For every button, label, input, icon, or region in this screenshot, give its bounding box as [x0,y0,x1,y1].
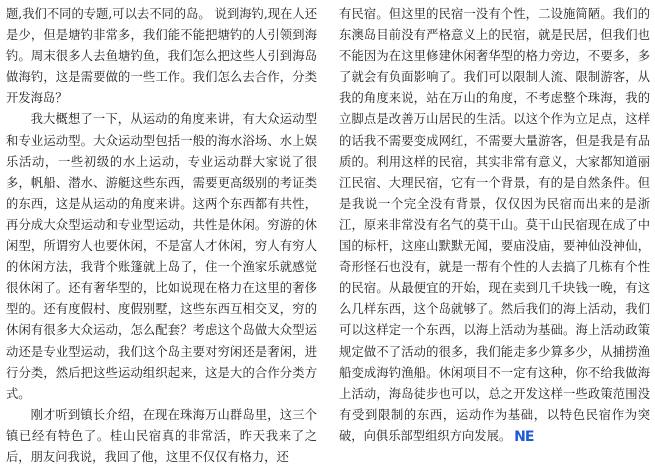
right-column [339,4,650,464]
end-mark-logo: NE [514,428,534,445]
paragraph-text: 有民宿。但这里的民宿一没有个性，二设施简陋。我们的东澳岛目前没有严格意义上的民宿，就是民居，但我们也不能因为在这里修建休闲奢华型的格力旁边，不要多，多了就会有负面影响了。我们可以限制人流、限制游客，从我的角度来说，站在万山的角度，不考虑整个珠海，我的立脚点是改善万山居民的生活。以这个作为立足点，这样的话我不需要变成网红，不需要大量游客，但是我是有品质的。利用这样的民宿，其实非常有意义，大家都知道丽江民宿、大理民宿，它有一个背景，有的是自然条件。但是我说一个完全没有背景，仅仅因为民宿而出来的是浙江，原来非常没有名气的莫干山。莫干山民宿现在成了中国的标杆，这座山默默无闻，要庙没庙，要神仙没神仙，奇形怪石也没有，就是一帮有个性的人去搞了几栋有个性的民宿。从最便宜的开始，现在卖到几千块钱一晚，有这么几样东西，这个岛就够了。然后我们的海上活动，我们可以这样定一个东西，以海上活动为基础。海上活动政策规定做不了活动的很多，我们能走多少算多少，从捕捞渔船变成海钓渔船。休闲项目不一定有这种，你不给我做海上活动，海岛徒步也可以，总之开发这样一些政策范围没有受到限制的东西，运动作为基础，以特色民宿作为突破，向俱乐部型组织方向发展。 [339,7,650,443]
paragraph: 我大概想了一下，从运动的角度来讲，有大众运动型和专业运动型。大众运动型包括一般的海水浴场、水上娱乐活动，一些初级的水上运动，专业运动群大家说了很多，帆船、潜水、游艇这些东西，需要更高级别的考证类的东西，这是从运动的角度来讲。这两个东西都有共性，再分成大众型运动和专业型运动，共性是休闲。穷游的休闲型，所谓穷人也要休闲，不是富人才休闲，穷人有穷人的休闲方法，我背个账篷就上岛了，住一个渔家乐就感觉很休闲了。还有奢华型的，比如说现在格力在这里的奢侈型的。还有度假村、度假别墅，这些东西互相交叉，穷的休闲有很多大众运动，怎么配套？考虑这个岛做大众型运动还是专业型运动，我们这个岛主要对穷闲还是奢闲，进行分类，然后把这些运动组织起来，这是大的合作分类方式。 [6,112,317,401]
paragraph [339,4,650,448]
left-column [6,4,317,464]
paragraph: 题,我们不同的专题,可以去不同的岛。 说到海钓,现在人还是少，但是塘钓非常多，我们能不能把塘钓的人引领到海钓。周末很多人去鱼塘钓鱼，我们怎么把这些人引到海岛做海钓，这是需要做的一些工作。我们怎么去合作，分类开发海岛？ [6,7,317,106]
paragraph: 刚才听到镇长介绍，在现在珠海万山群岛里，这三个镇已经有特色了。桂山民宿真的非常活，昨天我来了之后，朋友问我说，我回了他，这里不仅仅有格力，还 [6,407,317,464]
